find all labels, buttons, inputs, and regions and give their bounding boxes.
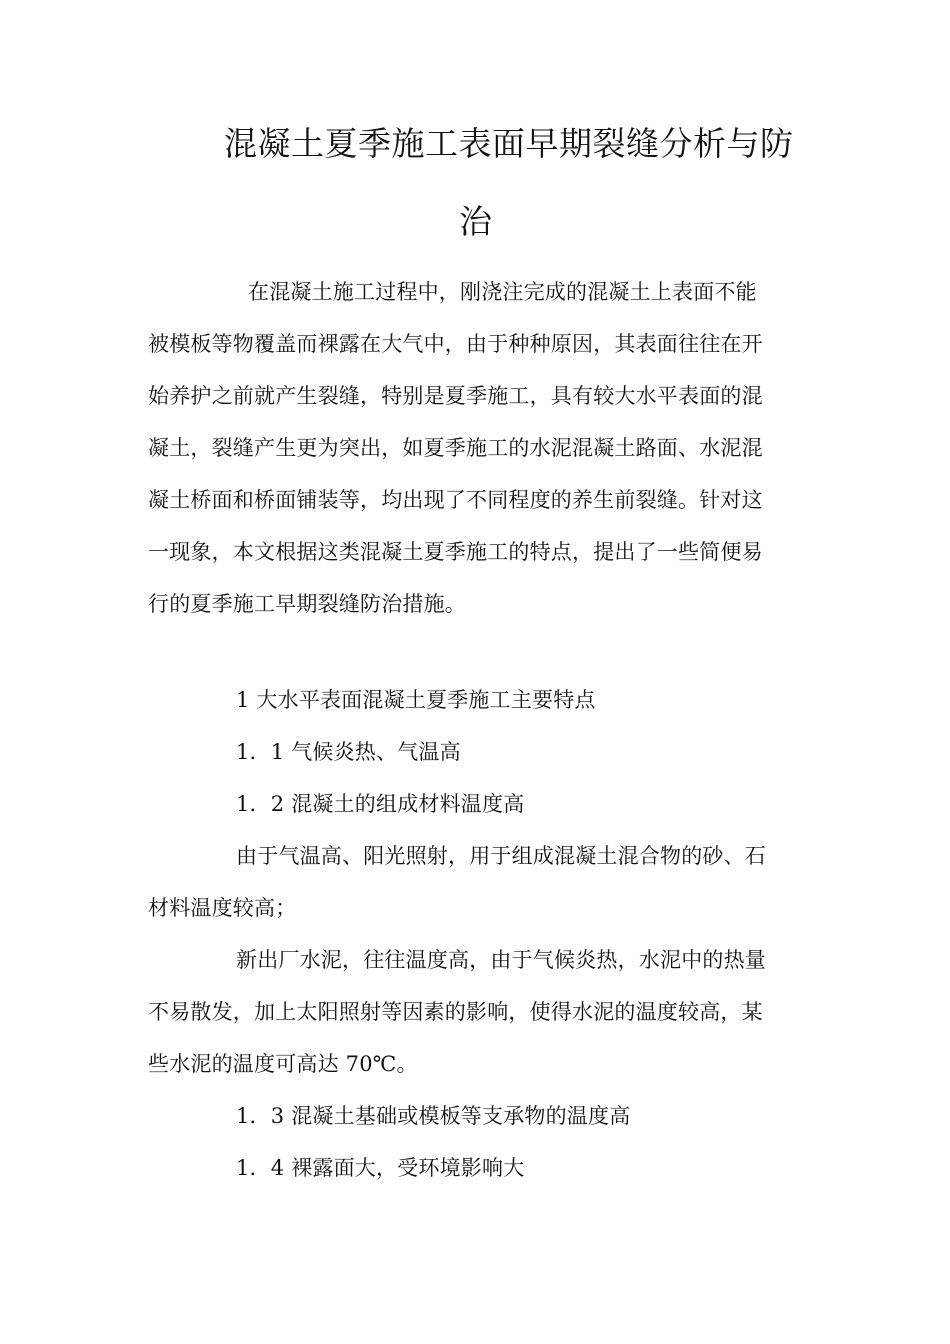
paragraph-1-line-2: 材料温度较高； [148,896,297,920]
intro-line-7: 行的夏季施工早期裂缝防治措施。 [148,592,466,616]
subheading-1-3: 1．3 混凝土基础或模板等支承物的温度高 [236,1104,631,1128]
intro-line-1: 在混凝土施工过程中，刚浇注完成的混凝土上表面不能 [248,280,757,304]
subheading-1-2: 1．2 混凝土的组成材料温度高 [236,792,525,816]
paragraph-2-line-1: 新出厂水泥，往往温度高，由于气候炎热，水泥中的热量 [236,948,766,972]
intro-line-3: 始养护之前就产生裂缝，特别是夏季施工，具有较大水平表面的混 [148,384,763,408]
paragraph-2-line-2: 不易散发，加上太阳照射等因素的影响，使得水泥的温度较高，某 [148,1000,763,1024]
intro-line-4: 凝土，裂缝产生更为突出，如夏季施工的水泥混凝土路面、水泥混 [148,436,763,460]
document-title-line-2: 治 [459,202,493,241]
intro-line-5: 凝土桥面和桥面铺装等，均出现了不同程度的养生前裂缝。针对这 [148,488,763,512]
document-title-line-1: 混凝土夏季施工表面早期裂缝分析与防 [224,124,794,163]
intro-line-2: 被模板等物覆盖而裸露在大气中，由于种种原因，其表面往往在开 [148,332,763,356]
intro-line-6: 一现象，本文根据这类混凝土夏季施工的特点，提出了一些简便易 [148,540,763,564]
paragraph-1-line-1: 由于气温高、阳光照射，用于组成混凝土混合物的砂、石 [236,844,766,868]
subheading-1-1: 1．1 气候炎热、气温高 [236,740,461,764]
subheading-1-4: 1．4 裸露面大，受环境影响大 [236,1156,525,1180]
section-heading: 1 大水平表面混凝土夏季施工主要特点 [236,688,596,712]
paragraph-2-line-3: 些水泥的温度可高达 70℃。 [148,1052,418,1076]
